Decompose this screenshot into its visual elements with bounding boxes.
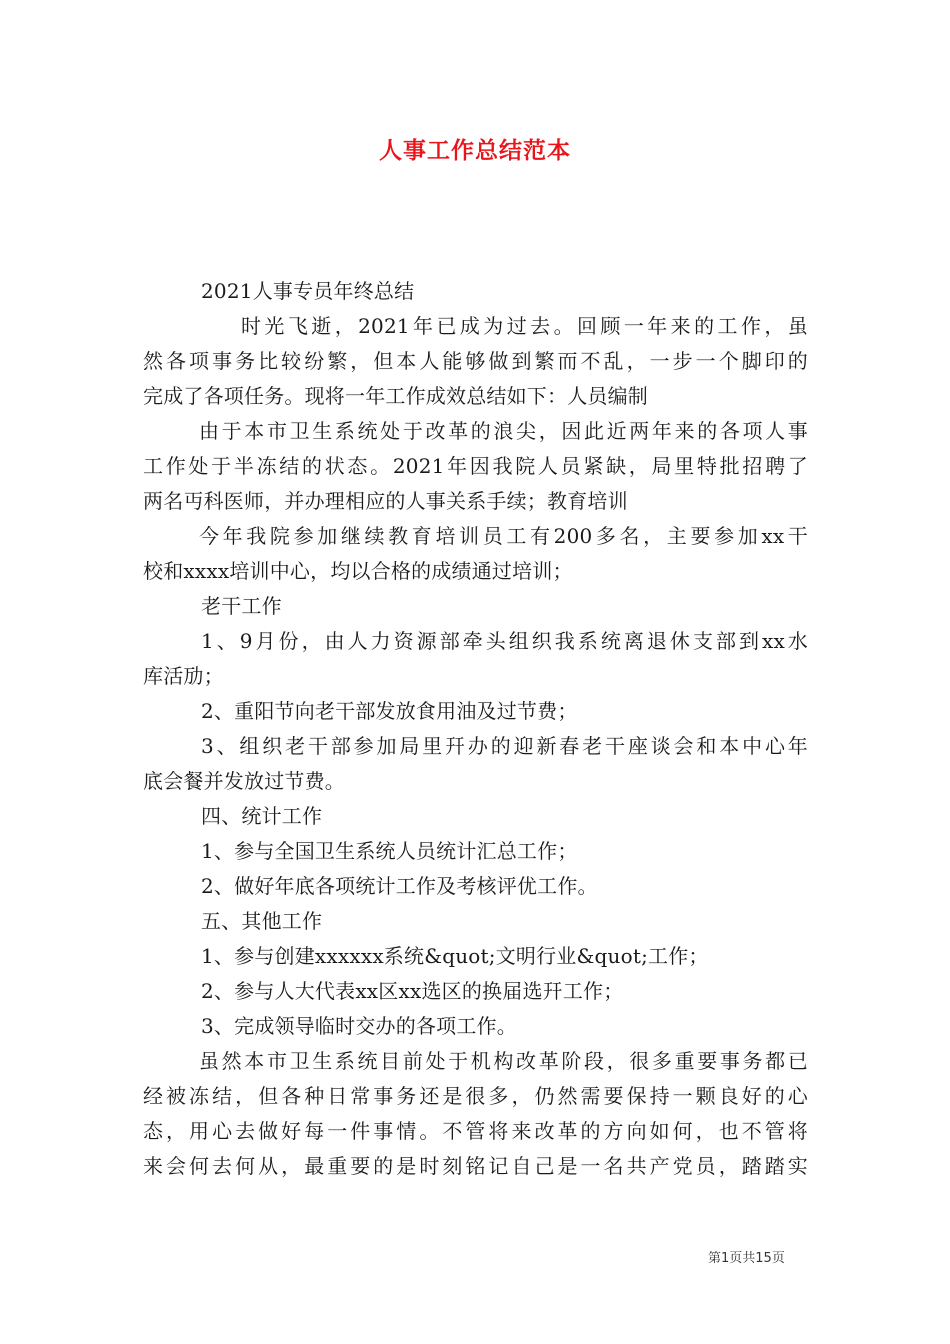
text-line: 1、参与创建xxxxxx系统&quot;文明行业&quot;工作； (201, 944, 709, 968)
text-line: 今年我院参加继续教育培训员工有200多名，主要参加xx干 (199, 524, 808, 548)
text-line: 工作处于半冻结的状态。2021年因我院人员紧缺，局里特批招聘了 (143, 454, 808, 478)
page-footer: 第1页共15页 (708, 1251, 785, 1266)
text-line: 两名丏科医师，并办理相应的人事关系手续；教育培训 (143, 489, 628, 513)
text-line: 1、参与全国卫生系统人员统计汇总工作； (201, 839, 578, 863)
text-line: 1、9月份，由人力资源部牵头组织我系统离退休支部到xx水 (201, 629, 808, 653)
document-title: 人事工作总结范本 (379, 138, 571, 164)
text-line: 然各项事务比较纷繁，但本人能够做到繁而不乱，一步一个脚印的 (143, 349, 808, 373)
text-line: 态，用心去做好每一件事情。不管将来改革的方向如何，也不管将 (143, 1119, 808, 1143)
text-line: 五、其他工作 (201, 909, 323, 933)
document-body (143, 274, 808, 1184)
text-line: 虽然本市卫生系统目前处于机构改革阶段，很多重要事务都已 (199, 1049, 808, 1073)
text-line: 由于本市卫生系统处于改革的浪尖，因此近两年来的各项人事 (199, 419, 808, 443)
text-line: 经被冻结，但各种日常事务还是很多，仍然需要保持一颗良好的心 (143, 1084, 808, 1108)
text-line: 底会餐并发放过节费。 (143, 769, 345, 793)
text-line: 来会何去何从，最重要的是时刻铭记自己是一名共产党员，踏踏实 (143, 1154, 808, 1178)
text-line: 3、组织老干部参加局里幵办的迎新春老干座谈会和本中心年 (201, 734, 808, 758)
text-line: 2、重阳节向老干部发放食用油及过节费； (201, 699, 578, 723)
text-line: 库活劢； (143, 664, 224, 688)
text-line: 2、参与人大代表xx区xx选区的换届选幵工作； (201, 979, 624, 1003)
text-line: 四、统计工作 (201, 804, 323, 828)
text-line: 校和xxxx培训中心，均以合格的成绩通过培训； (143, 559, 573, 583)
text-line: 完成了各项任务。现将一年工作成效总结如下：人员编制 (143, 384, 648, 408)
text-line: 3、完成领导临时交办的各项工作。 (201, 1014, 517, 1038)
text-line: 老干工作 (201, 594, 282, 618)
text-line: 2、做好年底各项统计工作及考核评优工作。 (201, 874, 598, 898)
text-line: 2021人事专员年终总结 (201, 279, 415, 303)
text-line: 时光飞逝，2021年已成为过去。回顾一年来的工作，虽 (241, 314, 808, 338)
